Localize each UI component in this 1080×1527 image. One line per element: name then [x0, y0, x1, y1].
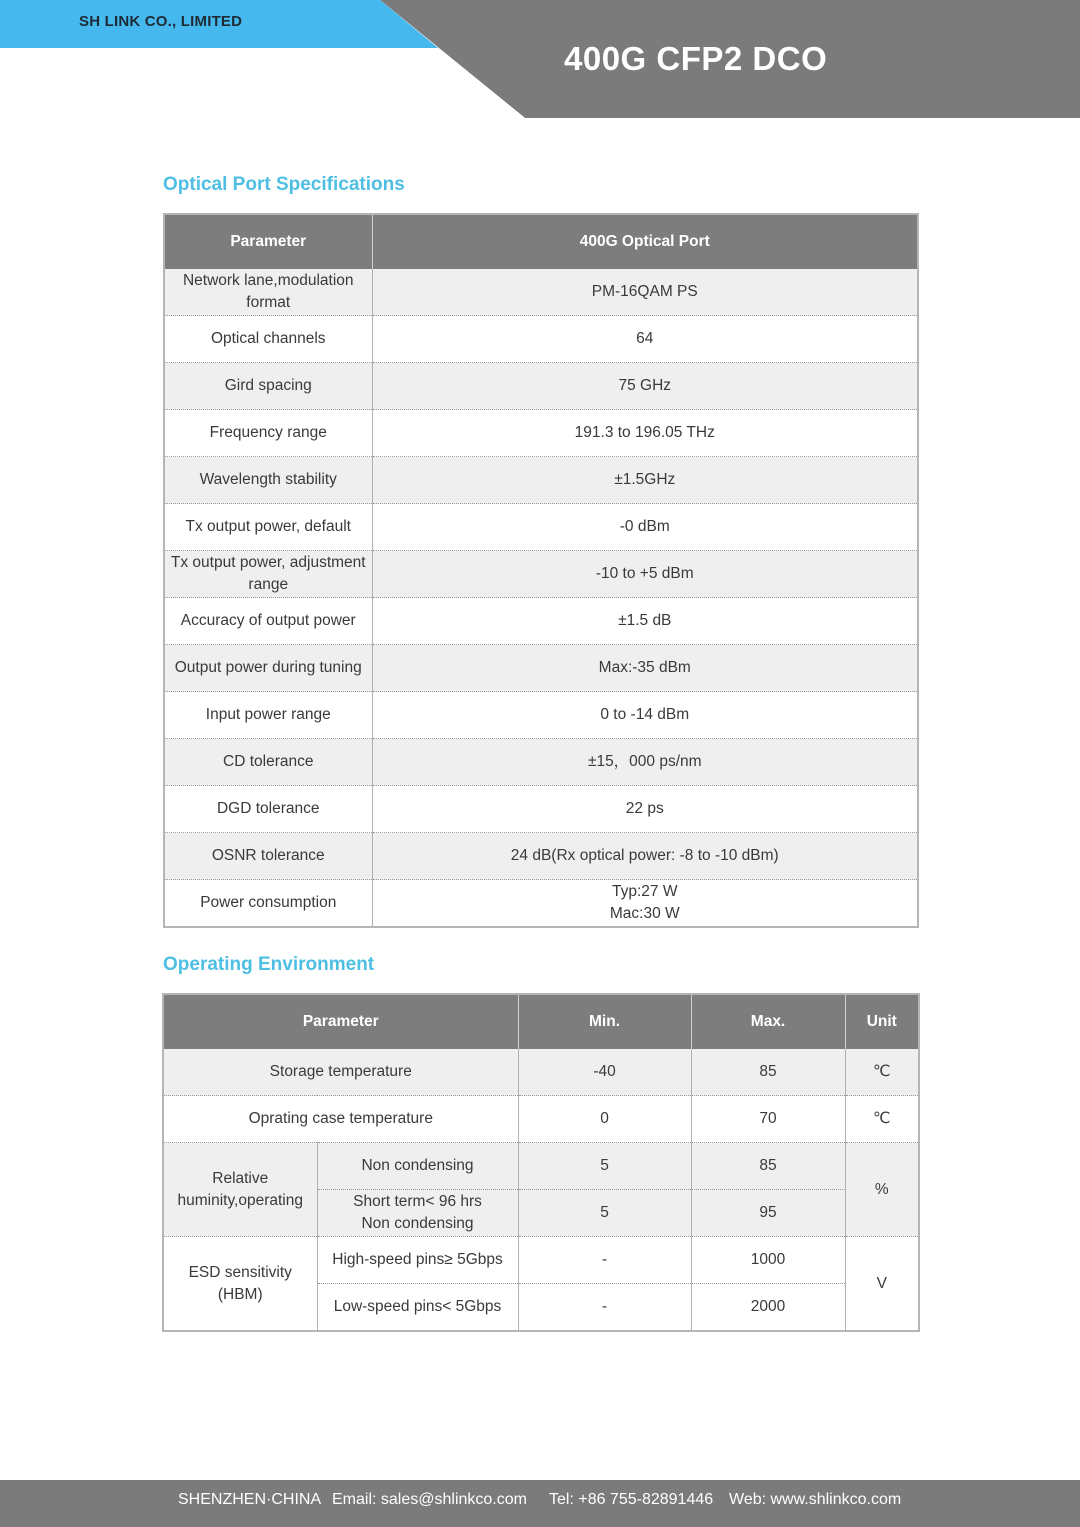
value-cell: ±1.5GHz: [372, 457, 918, 504]
table-header-row: [164, 214, 918, 269]
param-cell: Relative huminity,operating: [163, 1143, 317, 1237]
min-cell: 0: [518, 1096, 691, 1143]
optical-section-title: Optical Port Specifications: [163, 174, 405, 195]
max-cell: 70: [691, 1096, 845, 1143]
value-cell: -10 to +5 dBm: [372, 551, 918, 598]
min-cell: -: [518, 1284, 691, 1332]
table-row: [163, 1143, 919, 1190]
param-cell: Oprating case temperature: [163, 1096, 518, 1143]
value-cell: ±15，000 ps/nm: [372, 739, 918, 786]
min-cell: -: [518, 1237, 691, 1284]
condition-line: Non condensing: [361, 1215, 474, 1232]
value-cell: -0 dBm: [372, 504, 918, 551]
param-cell: Gird spacing: [164, 363, 372, 410]
table-header-row: [163, 994, 919, 1049]
param-line: ESD sensitivity: [188, 1263, 292, 1281]
max-cell: 2000: [691, 1284, 845, 1332]
value-cell: 22 ps: [372, 786, 918, 833]
value-cell: 64: [372, 316, 918, 363]
product-title: 400G CFP2 DCO: [564, 40, 828, 77]
value-cell: 75 GHz: [372, 363, 918, 410]
max-cell: 85: [691, 1049, 845, 1096]
value-typ: Typ:27 W: [612, 883, 678, 900]
unit-cell: ℃: [845, 1096, 919, 1143]
header-parameter: Parameter: [164, 214, 372, 269]
table-row: [164, 269, 918, 316]
footer-tel: Tel: +86 755-82891446: [549, 1491, 714, 1508]
header-optical-port: 400G Optical Port: [372, 214, 918, 269]
min-cell: 5: [518, 1143, 691, 1190]
max-cell: 85: [691, 1143, 845, 1190]
footer-bar: [0, 1480, 1080, 1527]
footer-web[interactable]: Web: www.shlinkco.com: [729, 1491, 902, 1508]
table-row: [164, 316, 918, 363]
min-cell: -40: [518, 1049, 691, 1096]
unit-cell: ℃: [845, 1049, 919, 1096]
value-cell: 191.3 to 196.05 THz: [372, 410, 918, 457]
table-row: [164, 457, 918, 504]
param-cell: Wavelength stability: [164, 457, 372, 504]
condition-cell: High-speed pins≥ 5Gbps: [317, 1237, 518, 1284]
footer-email[interactable]: Email: sales@shlinkco.com: [332, 1491, 527, 1508]
param-cell: [163, 1237, 317, 1332]
value-cell: PM-16QAM PS: [372, 269, 918, 316]
param-cell: Tx output power, adjustment range: [164, 551, 372, 598]
param-cell: OSNR tolerance: [164, 833, 372, 880]
table-row: [163, 1096, 919, 1143]
unit-cell: V: [845, 1237, 919, 1332]
environment-section-title: Operating Environment: [163, 954, 375, 975]
param-cell: Storage temperature: [163, 1049, 518, 1096]
condition-cell: Low-speed pins< 5Gbps: [317, 1284, 518, 1332]
header-unit: Unit: [845, 994, 919, 1049]
header-parameter: Parameter: [163, 994, 518, 1049]
condition-line: Short term< 96 hrs: [353, 1193, 482, 1210]
param-cell: DGD tolerance: [164, 786, 372, 833]
footer-location: SHENZHEN·CHINA: [178, 1491, 322, 1508]
param-cell: Power consumption: [164, 880, 372, 928]
company-name: SH LINK CO., LIMITED: [79, 13, 243, 30]
table-row: [164, 645, 918, 692]
table-row: [164, 880, 918, 928]
header-max: Max.: [691, 994, 845, 1049]
value-cell: 0 to -14 dBm: [372, 692, 918, 739]
table-row: [164, 833, 918, 880]
environment-table: [162, 993, 920, 1332]
table-row: [164, 551, 918, 598]
param-cell: Input power range: [164, 692, 372, 739]
header-min: Min.: [518, 994, 691, 1049]
value-cell: [372, 880, 918, 928]
value-cell: Max:-35 dBm: [372, 645, 918, 692]
param-cell: Accuracy of output power: [164, 598, 372, 645]
max-cell: 95: [691, 1190, 845, 1237]
param-line: (HBM): [217, 1285, 263, 1303]
table-row: [164, 692, 918, 739]
table-row: [164, 363, 918, 410]
table-row: [164, 739, 918, 786]
param-cell: Optical channels: [164, 316, 372, 363]
param-cell: CD tolerance: [164, 739, 372, 786]
param-cell: Tx output power, default: [164, 504, 372, 551]
table-row: [164, 504, 918, 551]
table-row: [164, 598, 918, 645]
param-cell: Network lane,modulation format: [164, 269, 372, 316]
condition-cell: Non condensing: [317, 1143, 518, 1190]
min-cell: 5: [518, 1190, 691, 1237]
unit-cell: %: [845, 1143, 919, 1237]
value-cell: 24 dB(Rx optical power: -8 to -10 dBm): [372, 833, 918, 880]
optical-spec-table: [163, 213, 919, 928]
table-row: [164, 410, 918, 457]
max-cell: 1000: [691, 1237, 845, 1284]
table-row: [163, 1237, 919, 1284]
value-cell: ±1.5 dB: [372, 598, 918, 645]
param-cell: Frequency range: [164, 410, 372, 457]
value-max: Mac:30 W: [609, 905, 680, 922]
condition-cell: [317, 1190, 518, 1237]
table-row: [164, 786, 918, 833]
param-cell: Output power during tuning: [164, 645, 372, 692]
table-row: [163, 1049, 919, 1096]
